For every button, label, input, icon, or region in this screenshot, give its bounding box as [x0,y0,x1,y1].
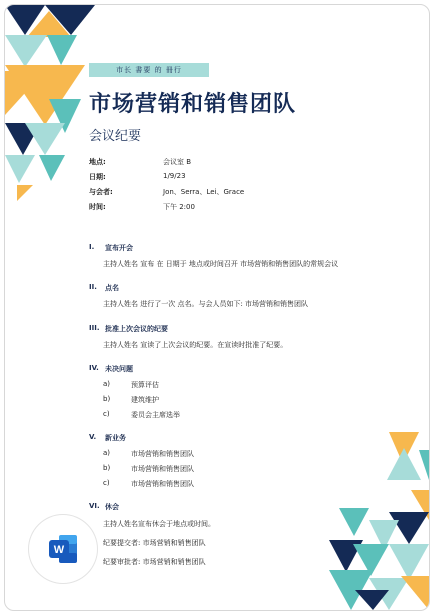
document-subtitle: 会议纪要 [89,129,142,144]
list-item-text: 建筑维护 [131,396,159,404]
list-item-text: 市场营销和销售团队 [131,480,194,488]
section-number: V. [89,433,97,441]
document-page [4,4,430,611]
meta-label: 与会者: [89,188,113,196]
meta-label: 时间: [89,203,106,211]
meta-label: 日期: [89,173,106,181]
section-label: 未决问题 [105,365,133,373]
list-item-letter: a) [103,449,111,457]
section-number: IV. [89,364,99,372]
section-paragraph: 主持人姓名 宣读了上次会议的纪要。在宣读时批准了纪要。 [103,341,288,349]
list-item-letter: c) [103,410,110,418]
bottom-right-decoration [329,420,429,610]
section-number: I. [89,243,95,251]
meta-value: 会议室 B [163,158,192,166]
list-item-text: 预算评估 [131,381,159,389]
section-paragraph: 主持人姓名宣布休会于地点或时间。 [103,520,215,528]
section-number: III. [89,324,100,332]
section-paragraph: 纪要提交者: 市场营销和销售团队 [103,539,206,547]
meta-value: Jon、Serra、Lei、Grace [163,188,245,196]
word-logo [29,515,97,583]
list-item-text: 委员会主席选举 [131,411,180,419]
list-item-letter: c) [103,479,110,487]
section-label: 休会 [105,503,119,511]
meta-value: 下午 2:00 [163,203,195,211]
top-left-decoration [5,5,95,205]
section-paragraph: 纪要审批者: 市场营销和销售团队 [103,558,206,566]
list-item-text: 市场营销和销售团队 [131,465,194,473]
list-item-letter: a) [103,380,111,388]
meta-label: 地点: [89,158,106,166]
meta-value: 1/9/23 [163,172,186,180]
section-label: 点名 [105,284,119,292]
section-label: 批准上次会议的纪要 [105,325,168,333]
list-item-letter: b) [103,464,111,472]
word-logo-letter: W [53,544,65,556]
section-label: 宣布开会 [105,244,133,252]
document-tag: 市长 書要 的 冊行 [89,63,209,77]
section-paragraph: 主持人姓名 进行了一次 点名。与会人员如下: 市场营销和销售团队 [103,300,309,308]
list-item-text: 市场营销和销售团队 [131,450,194,458]
section-paragraph: 主持人姓名 宣布 在 日期于 地点或时间召开 市场营销和销售团队的常规会议 [103,260,339,268]
list-item-letter: b) [103,395,111,403]
section-number: II. [89,283,97,291]
section-number: VI. [89,502,100,510]
word-icon [29,515,97,583]
document-title: 市场营销和销售团队 [89,92,297,117]
section-label: 新业务 [105,434,126,442]
